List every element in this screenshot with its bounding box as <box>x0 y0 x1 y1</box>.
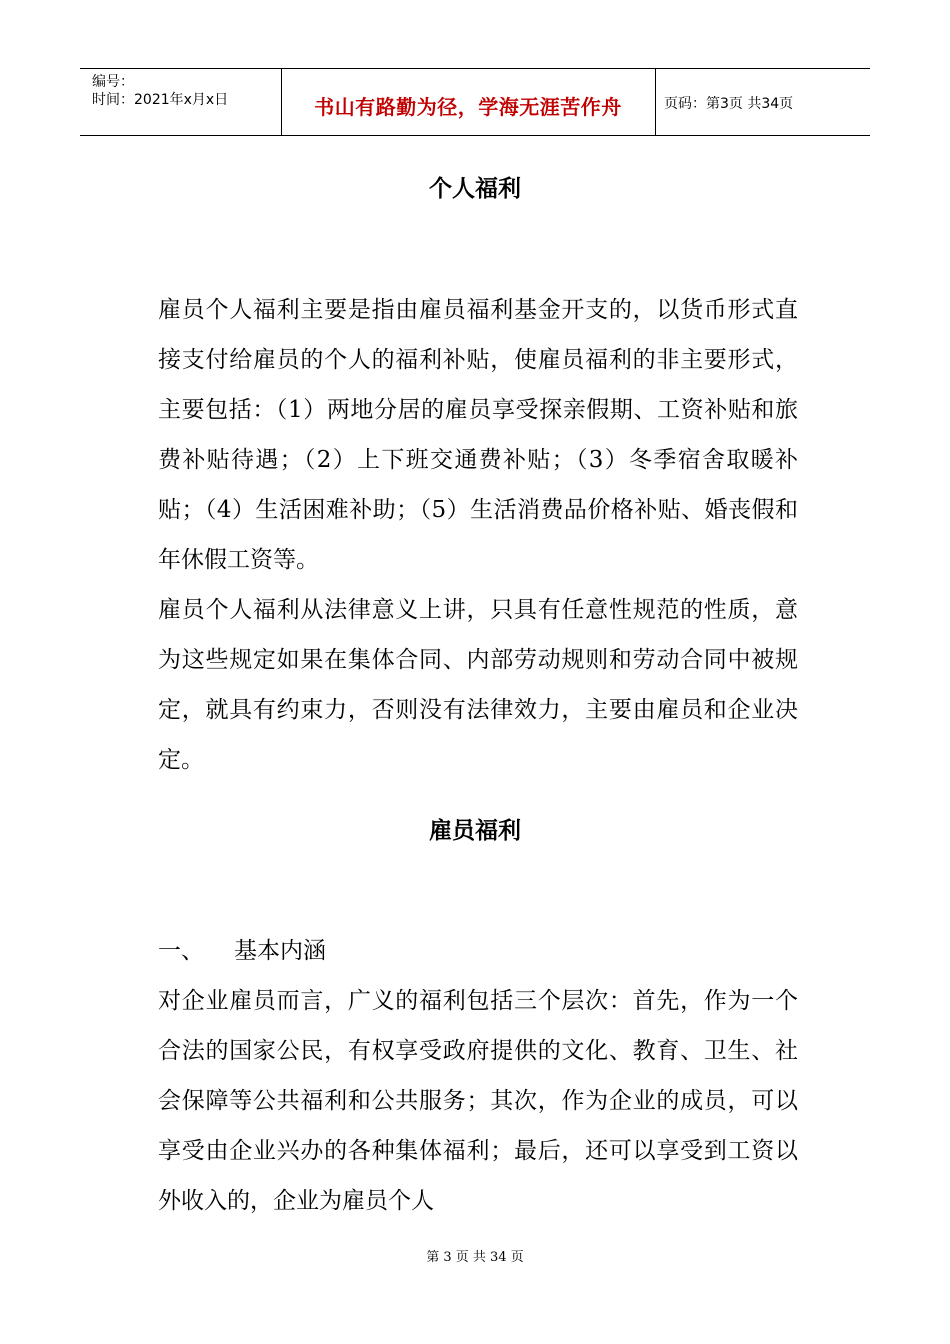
time-label: 时间：2021年x月x日 <box>92 92 229 108</box>
employee-benefits-paragraph-1: 对企业雇员而言，广义的福利包括三个层次：首先，作为一个合法的国家公民，有权享受政府提供的文化、教育、卫生、社会保障等公共福利和公共服务；其次，作为企业的成员，可以享受由企业兴办的各种集体福利；最后，还可以享受到工资以外收入的，企业为雇员个人 <box>158 988 798 1214</box>
serial-number-label: 编号： <box>92 74 134 90</box>
header-motto: 书山有路勤为径，学海无涯苦作舟 <box>314 95 622 119</box>
header-page-info: 页码：第3页 共34页 <box>664 96 794 112</box>
header-divider-right <box>655 69 656 136</box>
header-meta <box>92 73 228 109</box>
personal-benefits-title: 个人福利 <box>429 176 521 202</box>
employee-benefits-title: 雇员福利 <box>429 818 521 844</box>
subsection-number: 一、 <box>158 938 204 964</box>
personal-benefits-paragraph-1: 雇员个人福利主要是指由雇员福利基金开支的，以货币形式直接支付给雇员的个人的福利补贴，使雇员福利的非主要形式，主要包括：（1）两地分居的雇员享受探亲假期、工资补贴和旅费补贴待遇；（2）上下班交通费补贴；（3）冬季宿舍取暖补贴；（4）生活困难补助；（5）生活消费品价格补贴、婚丧假和年休假工资等。 <box>158 297 798 573</box>
personal-benefits-paragraph-2: 雇员个人福利从法律意义上讲，只具有任意性规范的性质，意为这些规定如果在集体合同、内部劳动规则和劳动合同中被规定，就具有约束力，否则没有法律效力，主要由雇员和企业决定。 <box>158 597 798 773</box>
page-header <box>80 68 870 136</box>
subsection-heading <box>158 926 326 976</box>
page-footer: 第 3 页 共 34 页 <box>426 1250 524 1265</box>
subsection-title: 基本内涵 <box>234 938 326 964</box>
